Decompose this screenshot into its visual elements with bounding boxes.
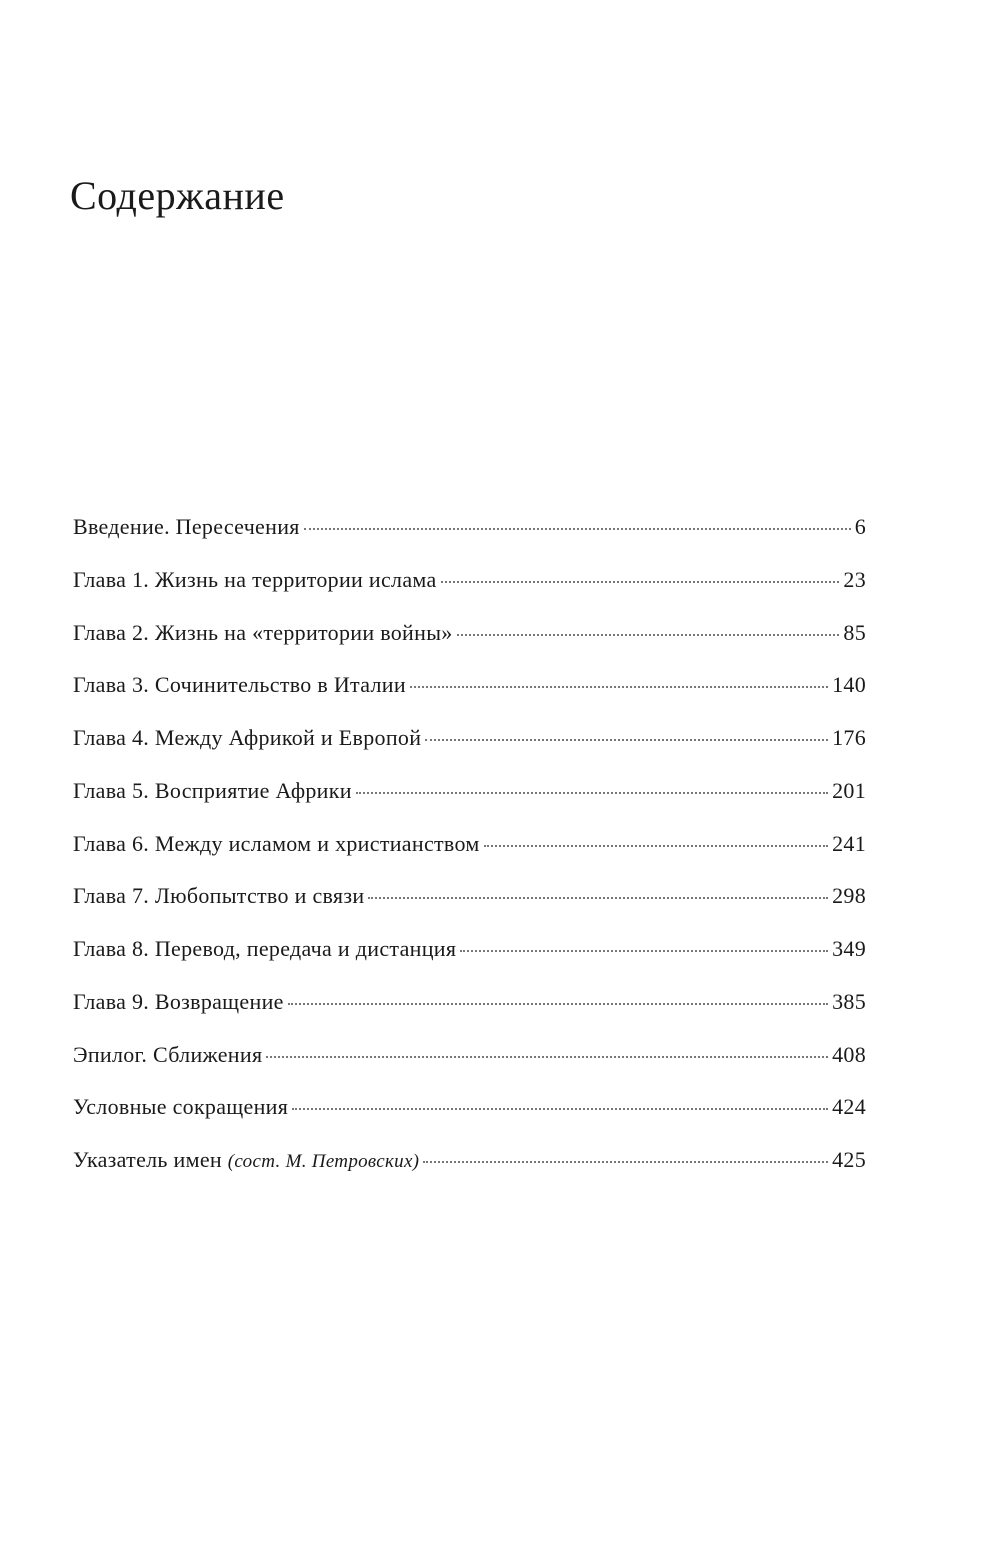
toc-entry[interactable] <box>73 1042 866 1095</box>
toc-entry-label: Глава 9. Возвращение <box>73 988 284 1014</box>
toc-entry-page-number: 85 <box>843 619 866 645</box>
toc-entry-page-number: 424 <box>832 1094 866 1120</box>
dot-leader <box>288 1003 828 1005</box>
toc-entry-label: Глава 1. Жизнь на территории ислама <box>73 566 437 592</box>
toc-entry-page-number: 6 <box>854 514 866 539</box>
toc-entry-label: Глава 6. Между исламом и христианством <box>73 830 480 856</box>
toc-entry-label: Введение. Пересечения <box>73 514 300 539</box>
toc-entry-page-number: 176 <box>832 725 866 750</box>
toc-entry[interactable] <box>73 831 866 884</box>
dot-leader <box>410 686 828 688</box>
toc-entry[interactable] <box>73 1094 866 1147</box>
toc-entry-note: (сост. М. Петровских) <box>227 1151 420 1172</box>
toc-entry-page-number: 201 <box>832 777 866 803</box>
dot-leader <box>292 1108 828 1110</box>
toc-entry-page-number: 298 <box>832 883 866 909</box>
toc-entry-page-number: 425 <box>832 1147 866 1172</box>
dot-leader <box>356 792 828 794</box>
toc-entry[interactable] <box>73 989 866 1042</box>
table-of-contents <box>73 514 866 1200</box>
dot-leader <box>425 739 828 741</box>
toc-entry[interactable] <box>73 567 866 620</box>
toc-entry-page-number: 349 <box>832 936 866 961</box>
dot-leader <box>460 950 828 952</box>
toc-entry[interactable] <box>73 514 866 567</box>
toc-entry-label: Глава 3. Сочинительство в Италии <box>73 672 406 698</box>
toc-entry[interactable] <box>73 778 866 831</box>
dot-leader <box>368 897 828 899</box>
toc-entry-label: Эпилог. Сближения <box>73 1041 263 1067</box>
dot-leader <box>423 1161 828 1163</box>
toc-entry-label: Глава 7. Любопытство и связи <box>73 883 365 909</box>
toc-entry[interactable] <box>73 672 866 725</box>
toc-entry[interactable] <box>73 936 866 989</box>
toc-entry[interactable] <box>73 1147 866 1200</box>
toc-entry-label: Глава 2. Жизнь на «территории войны» <box>73 619 453 645</box>
toc-entry-label: Глава 4. Между Африкой и Европой <box>73 725 422 750</box>
toc-entry-page-number: 241 <box>832 830 866 856</box>
toc-entry-page-number: 408 <box>832 1041 866 1067</box>
dot-leader <box>304 528 851 530</box>
toc-entry[interactable] <box>73 620 866 673</box>
toc-entry-label: Указатель имен <box>73 1147 222 1172</box>
toc-entry[interactable] <box>73 883 866 936</box>
toc-entry-label: Глава 5. Восприятие Африки <box>73 777 352 803</box>
toc-entry-page-number: 385 <box>832 988 866 1014</box>
toc-entry[interactable] <box>73 725 866 778</box>
dot-leader <box>266 1056 828 1058</box>
toc-entry-label: Глава 8. Перевод, передача и дистанция <box>73 936 457 961</box>
toc-entry-page-number: 140 <box>832 672 866 698</box>
dot-leader <box>441 581 840 583</box>
dot-leader <box>457 634 840 636</box>
toc-entry-label: Условные сокращения <box>73 1094 289 1120</box>
page-title: Содержание <box>70 173 285 218</box>
toc-entry-page-number: 23 <box>843 566 866 592</box>
dot-leader <box>484 845 829 847</box>
